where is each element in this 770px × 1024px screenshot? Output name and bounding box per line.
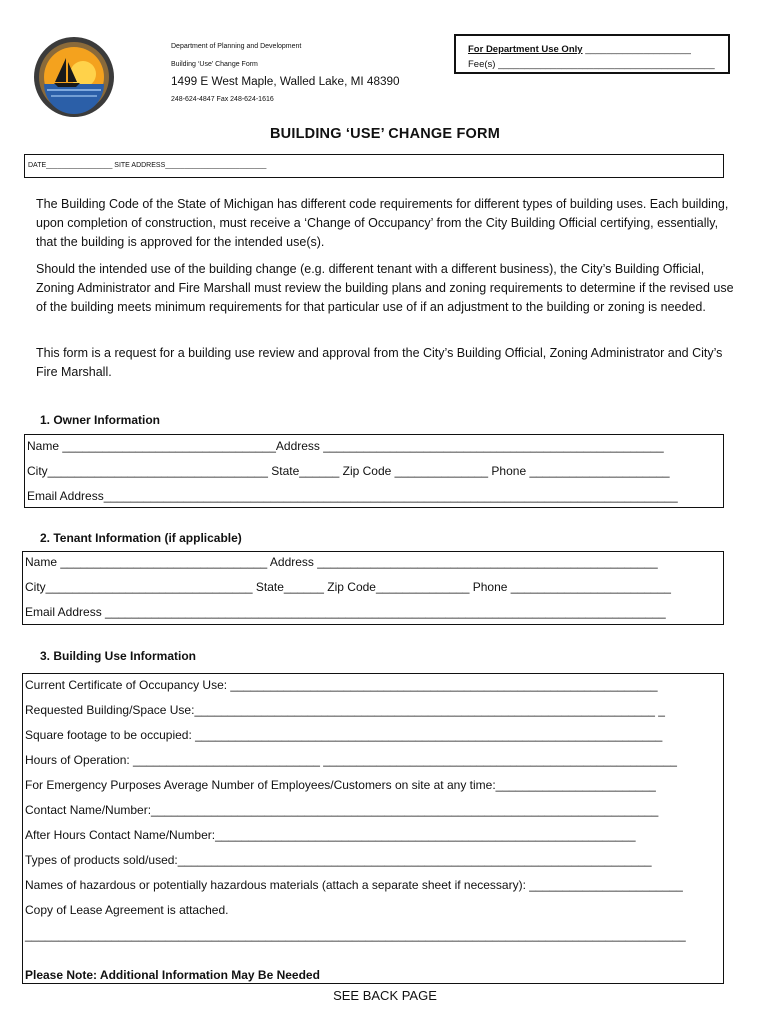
form-title: BUILDING ‘USE’ CHANGE FORM xyxy=(270,126,500,142)
additional-information-note: Please Note: Additional Information May Be Needed xyxy=(25,968,320,982)
hazardous-materials-field[interactable]: Names of hazardous or potentially hazardous materials (attach a separate sheet if necessary): _______________________ xyxy=(25,878,683,892)
department-header xyxy=(171,38,400,108)
tenant-information-heading: 2. Tenant Information (if applicable) xyxy=(40,531,242,545)
date-site-address-field[interactable]: DATE_________________ SITE ADDRESS__________________________ xyxy=(24,154,724,178)
building-use-information-heading: 3. Building Use Information xyxy=(40,649,197,663)
intro-paragraph-3: This form is a request for a building use review and approval from the City’s Building Official, Zoning Administrator and City’s Fire Marshall. xyxy=(36,346,723,380)
department-use-only-box xyxy=(454,34,730,74)
owner-information-box xyxy=(24,434,724,508)
tenant-city-state-zip-phone-field[interactable]: City_______________________________ State______ Zip Code______________ Phone ________________________ xyxy=(25,580,671,594)
current-occupancy-use-field[interactable]: Current Certificate of Occupancy Use: ________________________________________________________________ xyxy=(25,678,658,692)
department-phone-fax: 248-624-4847 Fax 248-624-1616 xyxy=(171,95,274,103)
fees-field: Fee(s) _________________________________________ xyxy=(468,59,715,70)
owner-email-field[interactable]: Email Address______________________________________________________________________________________ xyxy=(27,489,678,503)
building-use-information-box xyxy=(22,673,724,984)
owner-city-state-zip-phone-field[interactable]: City_________________________________ State______ Zip Code ______________ Phone _____________________ xyxy=(27,464,670,478)
department-use-only-label: For Department Use Only xyxy=(468,44,583,55)
see-back-page-footer: SEE BACK PAGE xyxy=(333,988,437,1003)
hours-of-operation-field[interactable]: Hours of Operation: ____________________________ _____________________________________________________ xyxy=(25,753,677,767)
city-seal-logo xyxy=(33,36,115,118)
square-footage-field[interactable]: Square footage to be occupied: ______________________________________________________________________ xyxy=(25,728,663,742)
tenant-email-field[interactable]: Email Address ____________________________________________________________________________________ xyxy=(25,605,666,619)
department-use-only-blank: ____________________ xyxy=(582,44,691,55)
additional-notes-line[interactable]: ___________________________________________________________________________________________________ xyxy=(25,928,686,942)
after-hours-contact-field[interactable]: After Hours Contact Name/Number:_______________________________________________________________ xyxy=(25,828,636,842)
employees-customers-count-field[interactable]: For Emergency Purposes Average Number of Employees/Customers on site at any time:________________________ xyxy=(25,778,656,792)
requested-space-use-field[interactable]: Requested Building/Space Use:_____________________________________________________________________ _ xyxy=(25,703,665,717)
products-sold-used-field[interactable]: Types of products sold/used:_______________________________________________________________________ xyxy=(25,853,652,867)
owner-information-heading: 1. Owner Information xyxy=(40,413,161,427)
intro-paragraph-1: The Building Code of the State of Michigan has different code requirements for different types of building uses. Each building, upon completion of construction, must receive a ‘Change of Occupancy’ from the City Building Official certifying, essentially, that the building is approved for the intended use(s). xyxy=(36,197,729,250)
contact-name-number-field[interactable]: Contact Name/Number:____________________________________________________________________________ xyxy=(25,803,659,817)
form-name: Building ‘Use’ Change Form xyxy=(171,60,258,68)
intro-paragraph-2: Should the intended use of the building change (e.g. different tenant with a different business), the City’s Building Official, Zoning Administrator and Fire Marshall must review the building plans and zoning requirements to determine if the revised use of the building meets minimum requirements for that particular use of if an adjustment to the building or zoning is needed. xyxy=(36,262,734,315)
lease-agreement-statement: Copy of Lease Agreement is attached. xyxy=(25,903,229,917)
department-address: 1499 E West Maple, Walled Lake, MI 48390 xyxy=(171,75,400,88)
tenant-name-address-field[interactable]: Name _______________________________ Address ___________________________________________________ xyxy=(25,555,658,569)
owner-name-address-field[interactable]: Name ________________________________Address ___________________________________________________ xyxy=(27,439,664,453)
tenant-information-box xyxy=(22,551,724,625)
department-name: Department of Planning and Development xyxy=(171,43,302,50)
